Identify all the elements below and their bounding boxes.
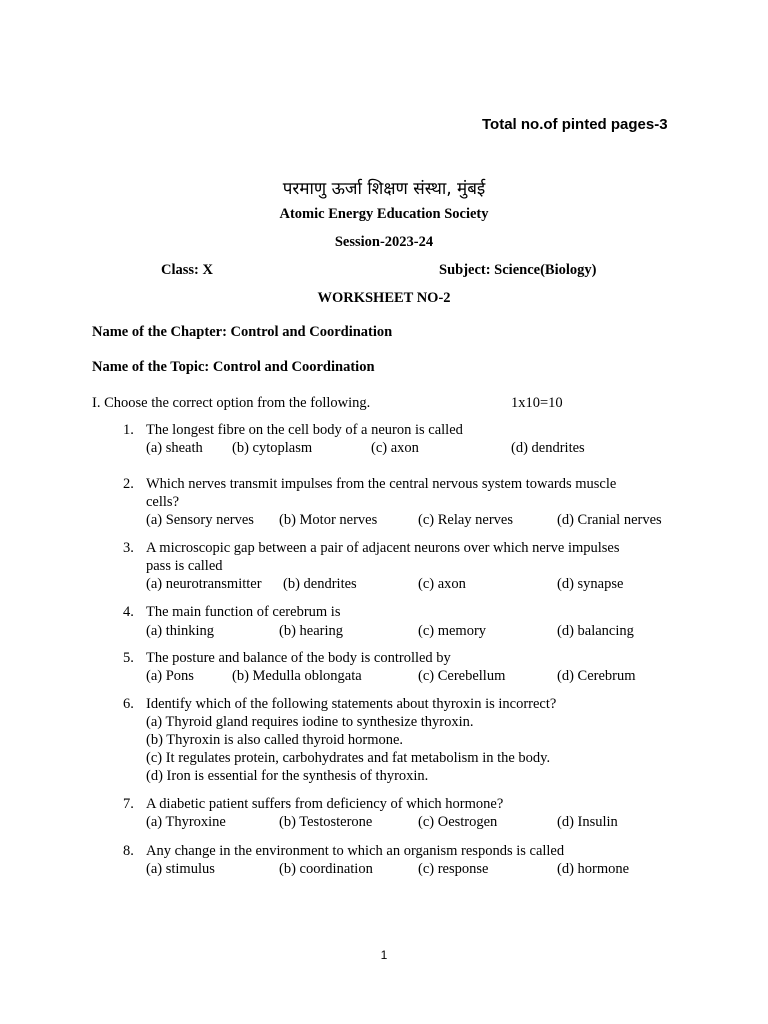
option-c: (c) Cerebellum xyxy=(418,668,506,684)
option-b: (b) hearing xyxy=(279,623,344,639)
question-number: 1. xyxy=(123,422,134,438)
class-label: Class: X xyxy=(161,262,213,278)
option-a: (a) stimulus xyxy=(146,861,215,877)
question-text: Any change in the environment to which an organism responds is called xyxy=(146,843,565,859)
question-number: 6. xyxy=(123,696,134,712)
option-d: (d) Cerebrum xyxy=(557,668,636,684)
statement-b: (b) Thyroxin is also called thyroid hormone. xyxy=(146,732,404,748)
question-text: A diabetic patient suffers from deficiency of which hormone? xyxy=(146,796,504,812)
question-number: 5. xyxy=(123,650,134,666)
option-b: (b) Medulla oblongata xyxy=(232,668,362,684)
worksheet-title: WORKSHEET NO-2 xyxy=(317,290,451,306)
statement-a: (a) Thyroid gland requires iodine to synthesize thyroxin. xyxy=(146,714,474,730)
option-b: (b) dendrites xyxy=(283,576,357,592)
option-a: (a) Pons xyxy=(146,668,194,684)
section-marks: 1x10=10 xyxy=(511,395,563,411)
session-label: Session-2023-24 xyxy=(334,234,434,250)
question-text: Identify which of the following statements about thyroxin is incorrect? xyxy=(146,696,557,712)
option-b: (b) Motor nerves xyxy=(279,512,378,528)
option-a: (a) neurotransmitter xyxy=(146,576,262,592)
statement-d: (d) Iron is essential for the synthesis of thyroxin. xyxy=(146,768,429,784)
question-text: The longest fibre on the cell body of a neuron is called xyxy=(146,422,463,438)
option-c: (c) response xyxy=(418,861,489,877)
option-d: (d) hormone xyxy=(557,861,630,877)
option-d: (d) Insulin xyxy=(557,814,618,830)
option-c: (c) Relay nerves xyxy=(418,512,514,528)
option-a: (a) sheath xyxy=(146,440,203,456)
statement-c: (c) It regulates protein, carbohydrates and fat metabolism in the body. xyxy=(146,750,551,766)
option-c: (c) Oestrogen xyxy=(418,814,498,830)
option-c: (c) axon xyxy=(371,440,419,456)
question-text: cells? xyxy=(146,494,180,510)
option-c: (c) axon xyxy=(418,576,466,592)
question-text: A microscopic gap between a pair of adjacent neurons over which nerve impulses xyxy=(146,540,620,556)
society-name: Atomic Energy Education Society xyxy=(279,206,489,222)
option-d: (d) dendrites xyxy=(511,440,585,456)
question-text: Which nerves transmit impulses from the central nervous system towards muscle xyxy=(146,476,617,492)
option-a: (a) thinking xyxy=(146,623,215,639)
option-d: (d) balancing xyxy=(557,623,634,639)
question-number: 8. xyxy=(123,843,134,859)
option-a: (a) Sensory nerves xyxy=(146,512,254,528)
question-number: 7. xyxy=(123,796,134,812)
option-b: (b) Testosterone xyxy=(279,814,373,830)
option-d: (d) Cranial nerves xyxy=(557,512,662,528)
question-text: The main function of cerebrum is xyxy=(146,604,341,620)
subject-label: Subject: Science(Biology) xyxy=(439,262,597,278)
hindi-title: परमाणु ऊर्जा शिक्षण संस्था, मुंबई xyxy=(282,179,486,199)
question-text: pass is called xyxy=(146,558,223,574)
question-text: The posture and balance of the body is controlled by xyxy=(146,650,451,666)
question-number: 3. xyxy=(123,540,134,556)
total-pages-note: Total no.of pinted pages-3 xyxy=(482,116,668,133)
option-b: (b) coordination xyxy=(279,861,373,877)
option-a: (a) Thyroxine xyxy=(146,814,226,830)
option-c: (c) memory xyxy=(418,623,487,639)
section-instruction: I. Choose the correct option from the following. xyxy=(92,395,371,411)
question-number: 4. xyxy=(123,604,134,620)
question-number: 2. xyxy=(123,476,134,492)
option-d: (d) synapse xyxy=(557,576,624,592)
option-b: (b) cytoplasm xyxy=(232,440,313,456)
topic-name: Name of the Topic: Control and Coordination xyxy=(92,359,375,375)
chapter-name: Name of the Chapter: Control and Coordination xyxy=(92,324,393,340)
page-number: 1 xyxy=(380,948,388,962)
